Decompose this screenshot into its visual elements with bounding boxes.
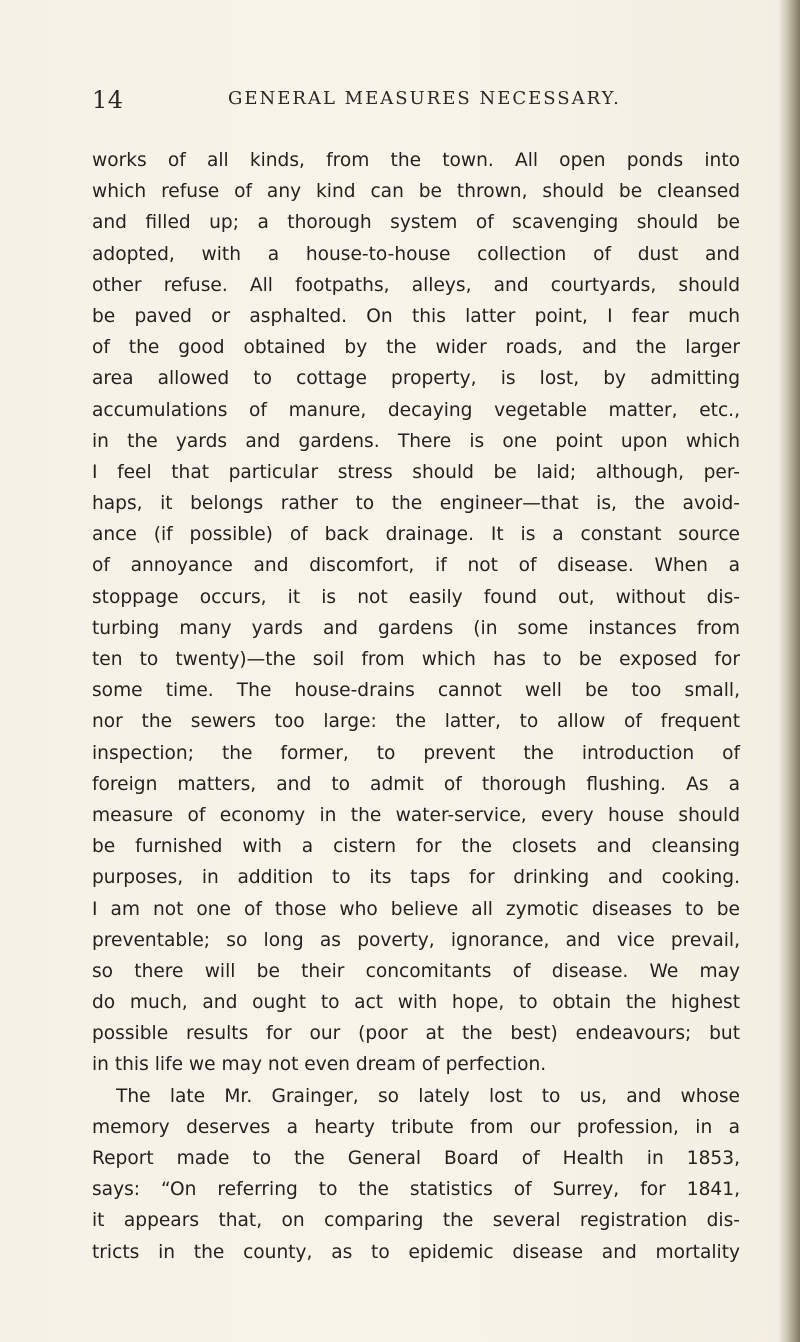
text-line: says: “On referring to the statistics of Surrey, for 1841,	[92, 1179, 740, 1201]
text-line: works of all kinds, from the town. All open ponds into	[92, 150, 740, 171]
text-line: in the yards and gardens. There is one point upon which	[92, 430, 740, 452]
text-line: purposes, in addition to its taps for drinking and cooking.	[92, 867, 740, 889]
page-header	[92, 84, 742, 120]
text-line: which refuse of any kind can be thrown, should be cleansed	[92, 181, 740, 203]
text-line: foreign matters, and to admit of thorough flushing. As a	[92, 773, 740, 795]
text-line: possible results for our (poor at the best) endeavours; but	[92, 1023, 740, 1045]
text-line: stoppage occurs, it is not easily found out, without dis-	[92, 586, 740, 608]
text-line: ten to twenty)—the soil from which has to be exposed for	[92, 649, 740, 670]
text-line: be paved or asphalted. On this latter point, I fear much	[92, 305, 740, 327]
text-line: haps, it belongs rather to the engineer—that is, the avoid-	[92, 493, 740, 515]
text-line: of annoyance and discomfort, if not of disease. When a	[92, 555, 740, 577]
text-line: tricts in the county, as to epidemic disease and mortality	[92, 1241, 740, 1263]
text-line: inspection; the former, to prevent the introduction of	[92, 742, 740, 764]
text-line: and filled up; a thorough system of scavenging should be	[92, 212, 740, 234]
text-line: preventable; so long as poverty, ignorance, and vice prevail,	[92, 929, 740, 951]
text-line: other refuse. All footpaths, alleys, and courtyards, should	[92, 274, 740, 296]
text-line: I feel that particular stress should be laid; although, per-	[92, 461, 740, 483]
text-line: do much, and ought to act with hope, to obtain the highest	[92, 992, 740, 1014]
running-title: GENERAL MEASURES NECESSARY.	[228, 88, 621, 109]
text-line: be furnished with a cistern for the closets and cleansing	[92, 836, 740, 858]
text-line: accumulations of manure, decaying vegetable matter, etc.,	[92, 399, 740, 421]
text-line: memory deserves a hearty tribute from our profession, in a	[92, 1116, 740, 1138]
text-line: it appears that, on comparing the several registration dis-	[92, 1210, 740, 1232]
text-line: adopted, with a house-to-house collection of dust and	[92, 243, 740, 265]
text-line: I am not one of those who believe all zymotic diseases to be	[92, 898, 740, 920]
text-line: nor the sewers too large: the latter, to allow of frequent	[92, 711, 740, 733]
text-line: turbing many yards and gardens (in some instances from	[92, 617, 740, 639]
text-line: measure of economy in the water-service, every house should	[92, 804, 740, 826]
text-line: ance (if possible) of back drainage. It is a constant source	[92, 524, 740, 546]
page-number: 14	[92, 86, 124, 114]
text-line: so there will be their concomitants of disease. We may	[92, 960, 740, 982]
page-edge-shadow	[778, 0, 800, 1342]
text-line: Report made to the General Board of Health in 1853,	[92, 1148, 740, 1169]
text-line: some time. The house-drains cannot well be too small,	[92, 680, 740, 702]
body-text	[92, 145, 740, 1268]
text-line: in this life we may not even dream of perfection.	[92, 1054, 547, 1076]
text-line: The late Mr. Grainger, so lately lost to us, and whose	[116, 1085, 740, 1107]
text-line: area allowed to cottage property, is lost, by admitting	[92, 368, 740, 390]
text-line: of the good obtained by the wider roads, and the larger	[92, 337, 740, 359]
